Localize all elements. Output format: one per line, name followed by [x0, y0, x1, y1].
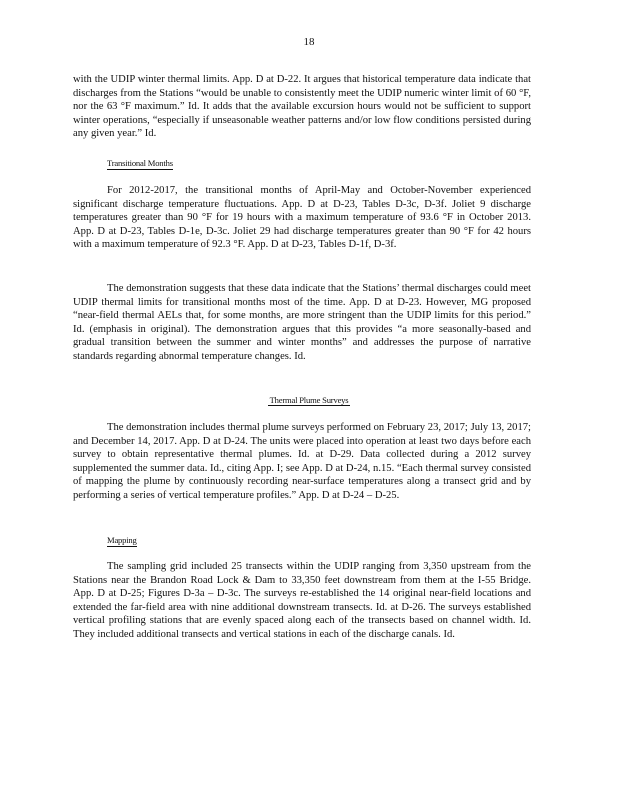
heading-transitional-months: Transitional Months — [107, 158, 173, 168]
heading-wrapper — [0, 395, 618, 406]
paragraph-transitional-data: For 2012-2017, the transitional months of April-May and October-November experienced significant discharge temperature fluctuations. App. D at D-23, Tables D-3c, D-3f. Joliet 9 discharge temperatures greater than 90 °F for 19 hours with a maximum temperature of 93.6 °F in October 2013. App. D at D-23, Tables D-1e, D-3c. Joliet 29 had discharge temperatures greater than 90 °F for 42 hours with a maximum temperature of 92.3 °F. App. D at D-23, Tables D-1f, D-3f. — [73, 185, 531, 251]
paragraph-winter-limits: with the UDIP winter thermal limits. App. D at D-22. It argues that historical temperature data indicate that discharges from the Stations “would be unable to consistently meet the UDIP numeric winter limit of 60 °F, nor the 63 °F maximum.” Id. It adds that the available excursion hours would not be sufficient to support winter operations, “especially if unseasonable weather patterns and/or low flow conditions persisted during any given year.” Id. — [73, 74, 531, 140]
paragraph-mapping: The sampling grid included 25 transects within the UDIP ranging from 3,350 upstream from the Stations near the Brandon Road Lock & Dam to 33,350 feet downstream from them at the I-55 Bridge. App. D at D-25; Figures D-3a – D-3c. The surveys re-established the 14 original near-field locations and extended the far-field area with nine additional downstream transects. Id. at D-26. The surveys established vertical profiling stations that are evenly spaced along each of the transects based on channel width. Id. They included additional transects and vertical stations in each of the discharge canals. Id. — [73, 561, 531, 640]
heading-thermal-plume-surveys: Thermal Plume Surveys — [269, 395, 349, 405]
heading-mapping: Mapping — [107, 535, 137, 545]
page-number: 18 — [303, 36, 315, 48]
paragraph-plume-surveys: The demonstration includes thermal plume surveys performed on February 23, 2017; July 13, 2017; and December 14, 2017. App. D at D-24. The units were placed into operation at least two days before each survey to obtain representative thermal plumes. Id. at D-29. Data collected during a 2012 survey supplemented the summer data. Id., citing App. I; see App. D at D-24, n.15. “Each thermal survey consisted of mapping the plume by continuously recording near-surface temperatures along a transect grid and by performing a series of vertical temperature profiles.” App. D at D-24 – D-25. — [73, 422, 531, 501]
paragraph-demonstration-suggests: The demonstration suggests that these data indicate that the Stations’ thermal discharges could meet UDIP thermal limits for transitional months most of the time. App. D at D-23. However, MG proposed “near-field thermal AELs that, for some months, are more stringent than the UDIP limits for this period.” Id. (emphasis in original). The demonstration argues that this provides “a more seasonally-based and gradual transition between the summer and winter months” and addresses the purpose of narrative standards regarding abnormal temperature changes. Id. — [73, 283, 531, 362]
